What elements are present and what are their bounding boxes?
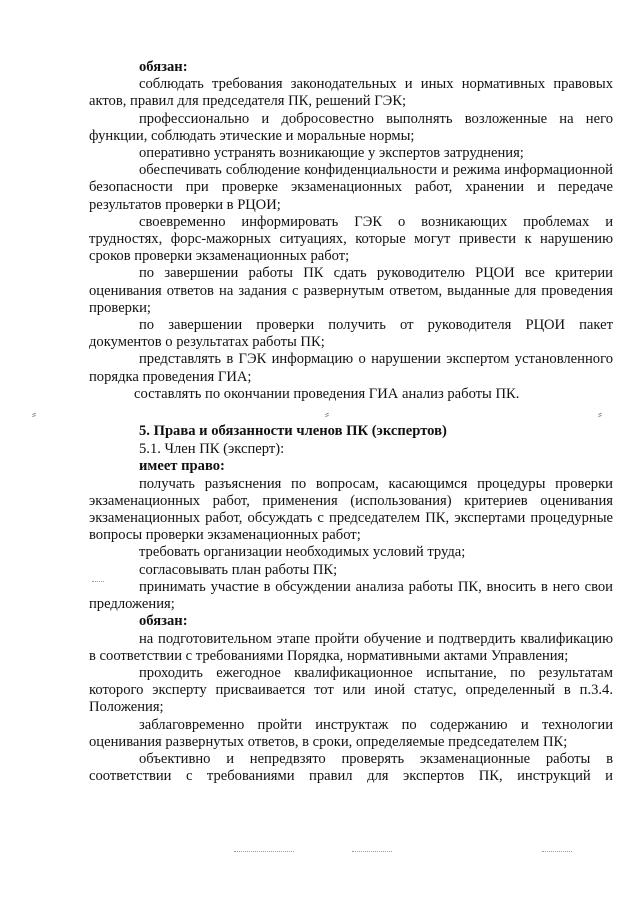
scan-mark-left: ⸗ [32, 407, 36, 421]
duty-item: по завершении работы ПК сдать руководителю РЦОИ все критерии оценивания ответов на задания с развернутым ответом, выданные для проведения проверки; [89, 265, 613, 316]
section-subheading: 5.1. Член ПК (эксперт): [139, 441, 285, 458]
scan-mark-right: ⸗ [598, 407, 602, 421]
right-item: требовать организации необходимых условий труда; [139, 544, 466, 561]
right-item: принимать участие в обсуждении анализа работы ПК, вносить в него свои предложения; [89, 578, 613, 613]
document-body [89, 59, 613, 785]
scan-dots [352, 851, 392, 855]
obliged-label: обязан: [139, 613, 188, 630]
scan-dots [542, 851, 572, 855]
duty-item: составлять по окончании проведения ГИА анализ работы ПК. [134, 385, 520, 402]
duty-item: объективно и непредвзято проверять экзаменационные работы в соответствии с требованиями правил для экспертов ПК, инструкций и [89, 750, 613, 785]
duty-item: заблаговременно пройти инструктаж по содержанию и технологии оценивания развернутых ответов, в сроки, определяемые председателем ПК; [89, 716, 613, 750]
scan-dots [234, 851, 294, 855]
duty-item: представлять в ГЭК информацию о нарушении экспертом установленного порядка проведения ГИА; [89, 351, 613, 385]
duty-item: проходить ежегодное квалификационное испытание, по результатам которого эксперту присваивается тот или иной статус, определенный в п.3.4. Положения; [89, 664, 613, 716]
duty-item: на подготовительном этапе пройти обучение и подтвердить квалификацию в соответствии с требованиями Порядка, нормативными актами Управления; [89, 630, 613, 664]
right-item: согласовывать план работы ПК; [139, 561, 338, 578]
obliged-label: обязан: [139, 59, 188, 75]
duty-item: обеспечивать соблюдение конфиденциальности и режима информационной безопасности при проверке экзаменационных работ, хранении и передаче результатов проверки в РЦОИ; [89, 162, 613, 213]
duty-item: профессионально и добросовестно выполнять возложенные на него функции, соблюдать этические и моральные нормы; [89, 110, 613, 144]
right-item: получать разъяснения по вопросам, касающимся процедуры проверки экзаменационных работ, применения (использования) критериев оценивания экзаменационных работ, обсуждать с председателем ПК, экспертами процедурные вопросы проверки экзаменационных работ; [89, 475, 613, 544]
duty-item: оперативно устранять возникающие у экспертов затруднения; [139, 145, 524, 162]
rights-label: имеет право: [139, 458, 225, 475]
duty-item: своевременно информировать ГЭК о возникающих проблемах и трудностях, форс-мажорных ситуациях, которые могут привести к нарушению сроков проверки экзаменационных работ; [89, 213, 613, 265]
duty-item: по завершении проверки получить от руководителя РЦОИ пакет документов о результатах работы ПК; [89, 317, 613, 351]
duty-item: соблюдать требования законодательных и иных нормативных правовых актов, правил для председателя ПК, решений ГЭК; [89, 76, 613, 110]
scan-mark-center: ⸗ [325, 407, 329, 421]
section-heading: 5. Права и обязанности членов ПК (экспертов) [139, 423, 447, 440]
